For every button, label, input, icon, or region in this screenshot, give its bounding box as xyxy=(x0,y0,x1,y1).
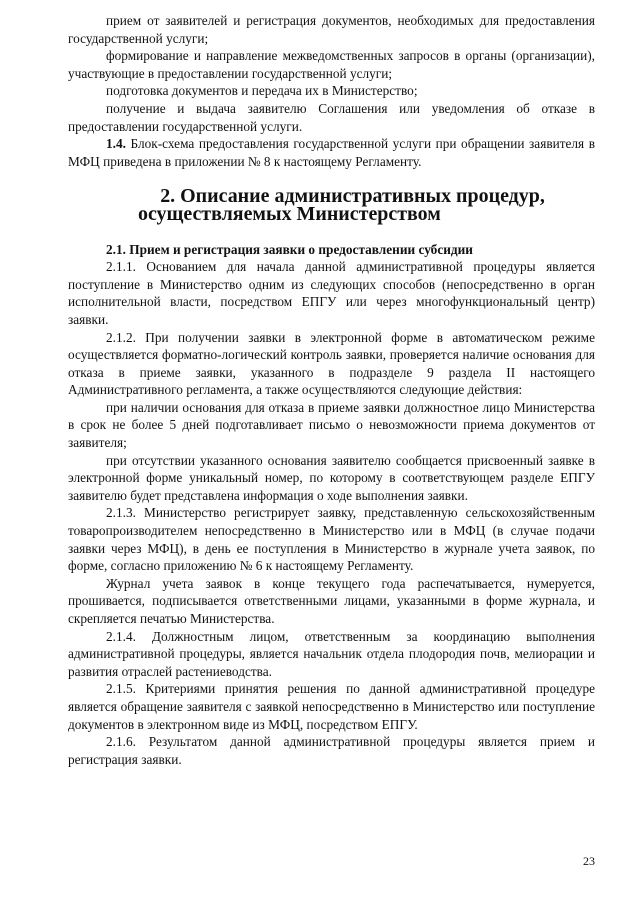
paragraph-reception: прием от заявителей и регистрация документов, необходимых для предоставления государственной услуги; xyxy=(68,13,595,46)
document-page xyxy=(68,12,595,768)
paragraph-2-1-3: 2.1.3. Министерство регистрирует заявку, представленную сельскохозяйственным товаропроизводителем непосредственно в Министерство или в МФЦ (в случае подачи заявки через МФЦ), в день ее поступления в Министерство в журнале учета заявок, по форме, согласно приложению № 6 к настоящему Регламенту. xyxy=(68,505,595,574)
paragraph-document-transfer: подготовка документов и передача их в Министерство; xyxy=(106,83,418,99)
paragraph-2-1-6: 2.1.6. Результатом данной административной процедуры является прием и регистрация заявки. xyxy=(68,734,595,767)
paragraph-2-1-4: 2.1.4. Должностным лицом, ответственным за координацию выполнения административной процедуры, является начальник отдела плодородия почв, мелиорации и развития отраслей растениеводства. xyxy=(68,628,595,679)
paragraph-2-1-1: 2.1.1. Основанием для начала данной административной процедуры является поступление в Министерство одним из следующих способов (непосредственно в орган исполнительной власти, посредством ЕПГУ или через многофункциональный центр) заявки. xyxy=(68,259,595,327)
paragraph-interagency-requests: формирование и направление межведомственных запросов в органы (организации), участвующие в предоставлении государственной услуги; xyxy=(68,48,595,81)
paragraph-agreement-issue: получение и выдача заявителю Соглашения или уведомления об отказе в предоставлении государственной услуги. xyxy=(68,100,595,134)
paragraph-2-1-5: 2.1.5. Критериями принятия решения по данной административной процедуре является обращение заявителя с заявкой непосредственно в Министерство или поступление документов в электронном виде из МФЦ, посредством ЕПГУ. xyxy=(68,681,595,732)
subsection-heading: 2.1. Прием и регистрация заявки о предоставлении субсидии xyxy=(106,241,473,257)
paragraph-journal: Журнал учета заявок в конце текущего года распечатывается, нумеруется, прошивается, подписывается ответственными лицами, указанными в форме журнала, и скрепляется печатью Министерства. xyxy=(68,575,595,626)
section-heading: 2. Описание административных процедур, осуществляемых Министерством xyxy=(138,185,545,225)
paragraph-1-4 xyxy=(68,135,595,170)
paragraph-unique-number: при отсутствии указанного основания заявителю сообщается присвоенный заявке в электронной форме уникальный номер, по которому в соответствующем разделе ЕПГУ заявителю будет представлена информация о ходе выполнения заявки. xyxy=(68,452,595,503)
paragraph-2-1-2: 2.1.2. При получении заявки в электронной форме в автоматическом режиме осуществляется форматно-логический контроль заявки, проверяется наличие основания для отказа в приеме заявки, указанного в подразделе 9 раздела II настоящего Административного регламента, а также осуществляются следующие действия: xyxy=(68,329,595,398)
page-number: 23 xyxy=(583,854,595,868)
item-number-1-4: 1.4. xyxy=(106,136,126,152)
item-text-1-4: Блок-схема предоставления государственной услуги при обращении заявителя в МФЦ приведена в приложении № 8 к настоящему Регламенту. xyxy=(68,136,595,169)
paragraph-refusal: при наличии основания для отказа в приеме заявки должностное лицо Министерства в срок не более 5 дней подготавливает письмо о невозможности приема документов от заявителя; xyxy=(68,399,595,451)
